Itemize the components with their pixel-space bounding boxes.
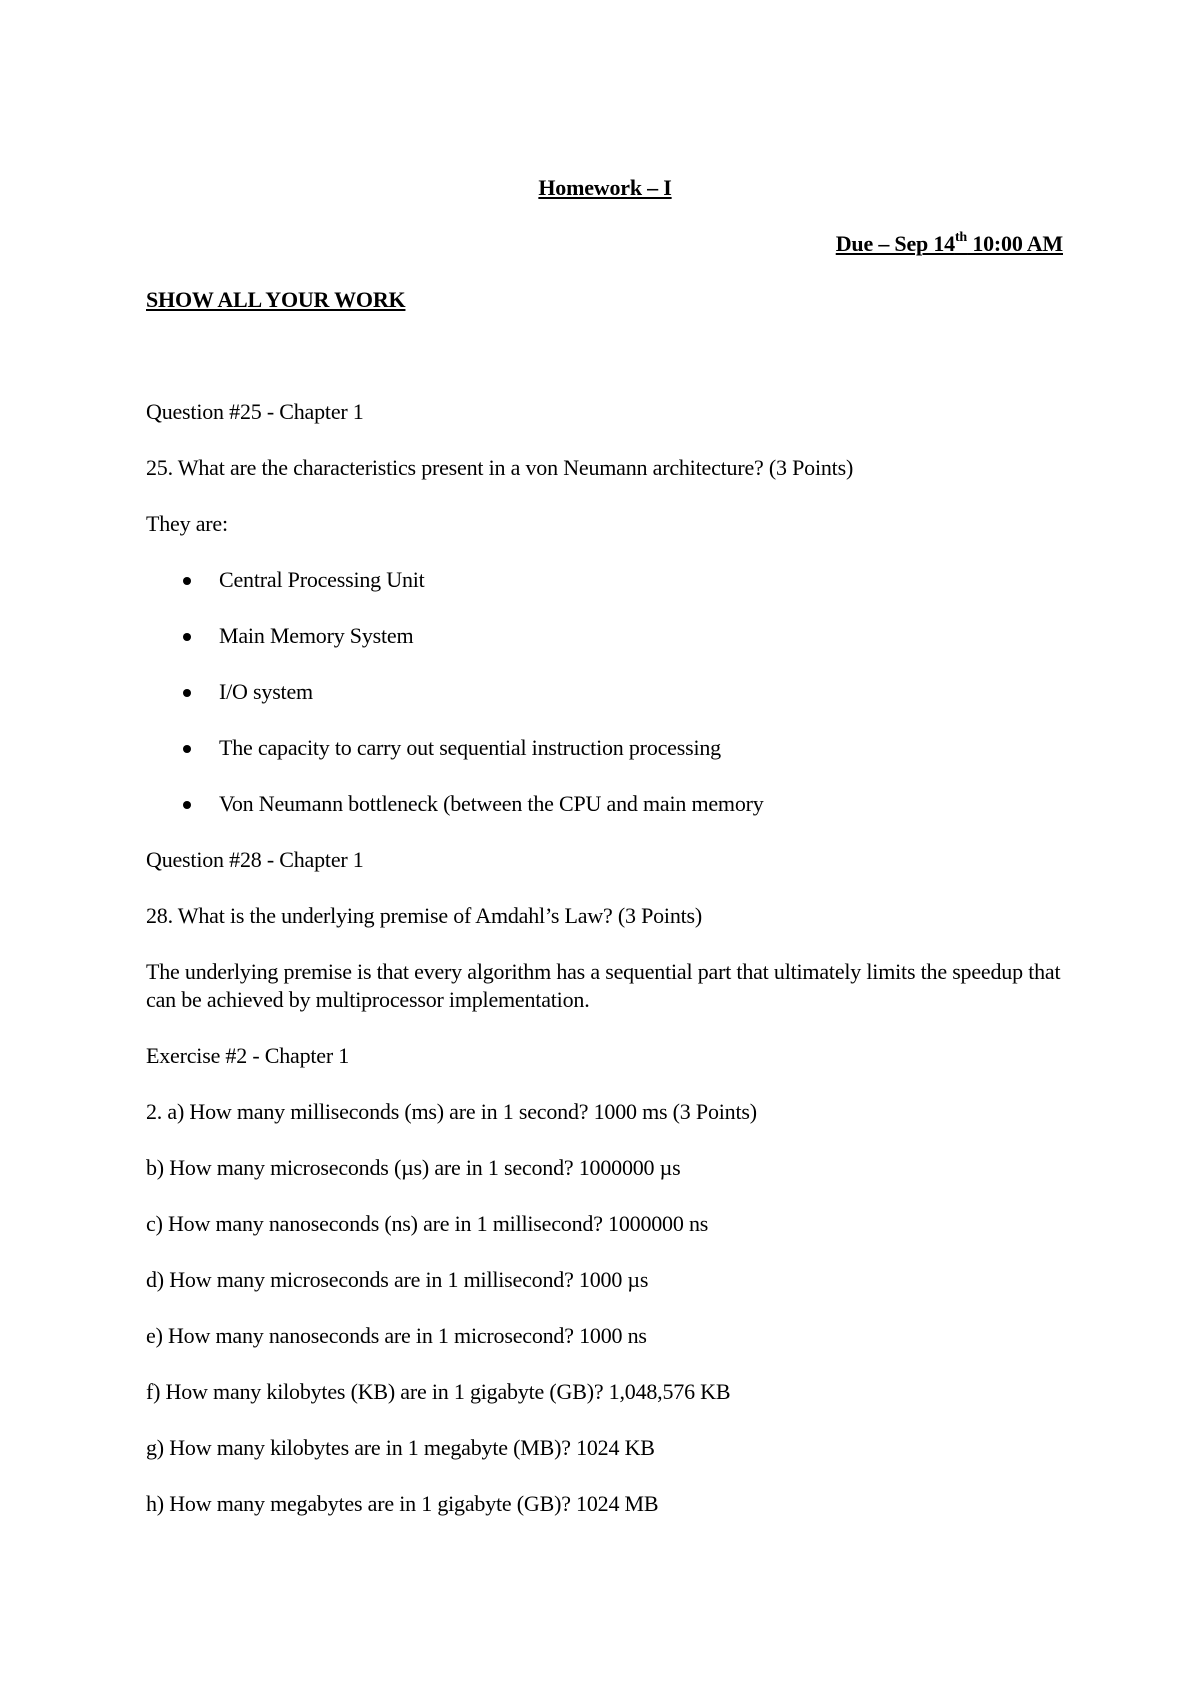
list-item-text: Von Neumann bottleneck (between the CPU and main memory: [219, 791, 764, 816]
ex2-item-f: f) How many kilobytes (KB) are in 1 gigabyte (GB)? 1,048,576 KB: [146, 1379, 731, 1404]
list-item-text: I/O system: [219, 679, 313, 704]
list-item-text: The capacity to carry out sequential instruction processing: [219, 735, 721, 760]
ex2-item-g: g) How many kilobytes are in 1 megabyte (MB)? 1024 KB: [146, 1435, 655, 1460]
q25-question: 25. What are the characteristics present in a von Neumann architecture? (3 Points): [146, 455, 854, 480]
q28-heading: Question #28 - Chapter 1: [146, 847, 364, 872]
ex2-item-d: d) How many microseconds are in 1 millisecond? 1000 µs: [146, 1267, 649, 1292]
ex2-item-a: 2. a) How many milliseconds (ms) are in 1 second? 1000 ms (3 Points): [146, 1099, 757, 1124]
q25-intro: They are:: [146, 511, 228, 536]
q28-question: 28. What is the underlying premise of Amdahl’s Law? (3 Points): [146, 903, 703, 928]
instruction-heading: SHOW ALL YOUR WORK: [146, 287, 406, 312]
ex2-item-e: e) How many nanoseconds are in 1 microsecond? 1000 ns: [146, 1323, 647, 1348]
ex2-item-c: c) How many nanoseconds (ns) are in 1 millisecond? 1000000 ns: [146, 1211, 709, 1236]
due-date-suffix: 10:00 AM: [967, 231, 1063, 256]
ex2-item-b: b) How many microseconds (µs) are in 1 second? 1000000 µs: [146, 1155, 681, 1180]
bullet-icon: [183, 801, 191, 809]
list-item-text: Main Memory System: [219, 623, 414, 648]
q28-answer: The underlying premise is that every algorithm has a sequential part that ultimately limits the speedup that can be achieved by multiprocessor implementation.: [146, 959, 1061, 1012]
list-item-text: Central Processing Unit: [219, 567, 425, 592]
bullet-icon: [183, 633, 191, 641]
q25-heading: Question #25 - Chapter 1: [146, 399, 364, 424]
bullet-icon: [183, 745, 191, 753]
due-date: [836, 230, 1063, 258]
ex2-heading: Exercise #2 - Chapter 1: [146, 1043, 350, 1068]
bullet-icon: [183, 689, 191, 697]
bullet-icon: [183, 577, 191, 585]
due-date-prefix: Due – Sep 14: [835, 231, 955, 256]
due-date-superscript: th: [954, 229, 968, 245]
document-title: Homework – I: [538, 175, 672, 200]
ex2-item-h: h) How many megabytes are in 1 gigabyte (GB)? 1024 MB: [146, 1491, 659, 1516]
